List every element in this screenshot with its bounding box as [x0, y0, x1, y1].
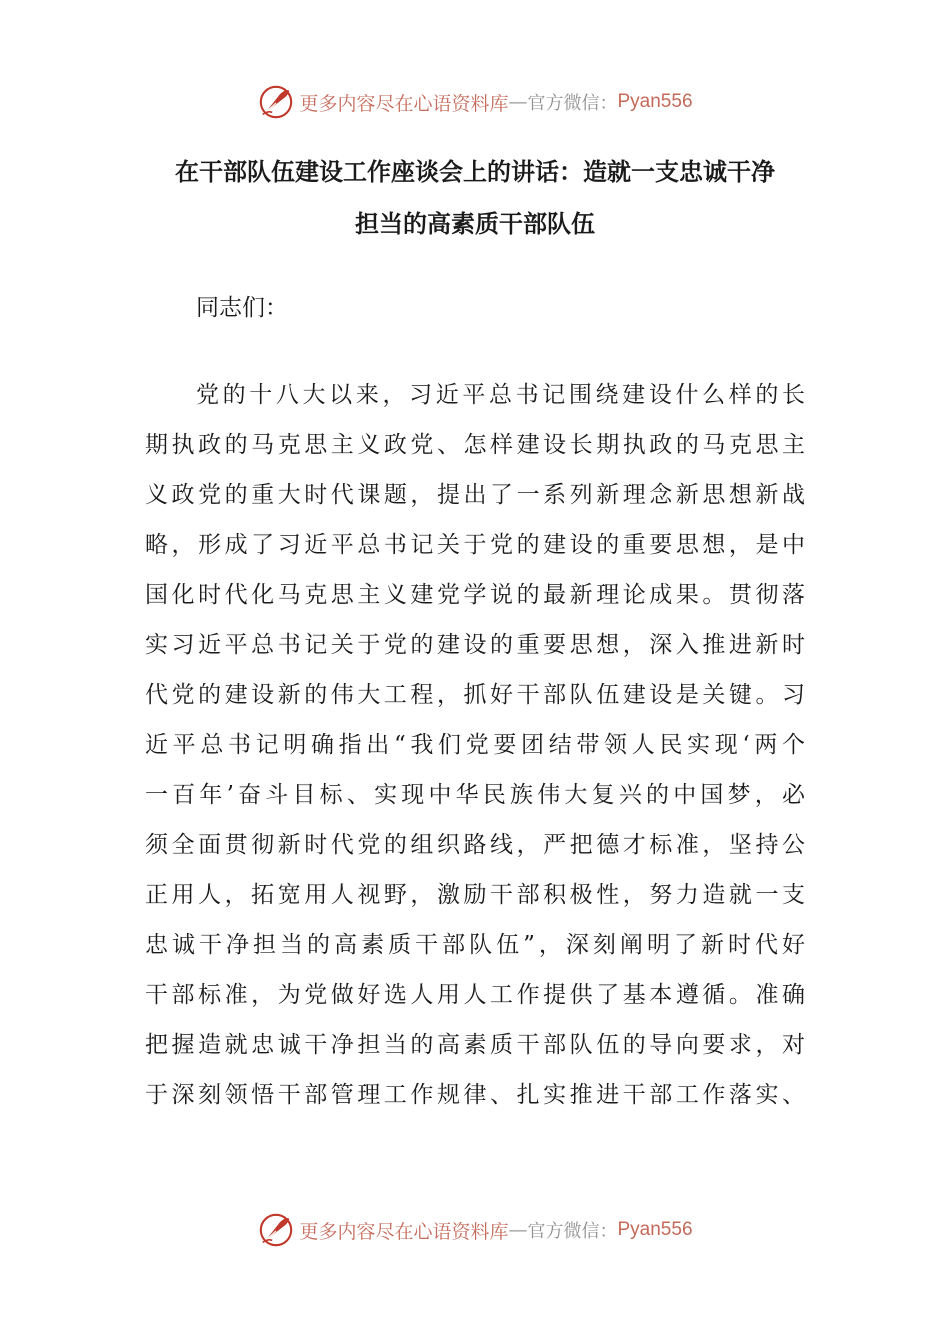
paragraph-line: 党的十八大以来，习近平总书记围绕建设什么样的长	[196, 382, 805, 408]
watermark-separator: —	[508, 1219, 528, 1241]
paragraph-line: 代党的建设新的伟大工程，抓好干部队伍建设是关键。习	[145, 682, 805, 708]
watermark-wechat-id: Pyan556	[617, 91, 693, 112]
watermark-label: 官方微信：	[527, 1221, 618, 1242]
paragraph-line: 干部标准，为党做好选人用人工作提供了基本遵循。准确	[145, 982, 805, 1008]
watermark-label: 官方微信：	[527, 93, 618, 114]
paragraph-line: 正用人，拓宽用人视野，激励干部积极性，努力造就一支	[145, 882, 805, 908]
watermark-header	[0, 80, 950, 124]
paragraph-line: 须全面贯彻新时代党的组织路线，严把德才标准，坚持公	[145, 832, 805, 858]
paragraph-line: 实习近平总书记关于党的建设的重要思想，深入推进新时	[145, 632, 805, 658]
paragraph-line: 把握造就忠诚干净担当的高素质干部队伍的导向要求，对	[145, 1032, 805, 1058]
paragraph-line: 于深刻领悟干部管理工作规律、扎实推进干部工作落实、	[145, 1082, 805, 1108]
watermark-wechat-id: Pyan556	[617, 1219, 693, 1240]
paragraph-line: 期执政的马克思主义政党、怎样建设长期执政的马克思主	[145, 432, 805, 458]
paragraph-line: 忠诚干净担当的高素质干部队伍”，深刻阐明了新时代好	[145, 932, 805, 958]
paragraph-line: 国化时代化马克思主义建党学说的最新理论成果。贯彻落	[145, 582, 805, 608]
watermark-text: 更多内容尽在心语资料库	[299, 1220, 509, 1243]
document-title-line-2: 担当的高素质干部队伍	[355, 210, 595, 238]
watermark-text: 更多内容尽在心语资料库	[299, 92, 509, 115]
quill-logo-icon	[257, 83, 295, 121]
quill-logo-icon	[257, 1211, 295, 1249]
paragraph-line: 义政党的重大时代课题，提出了一系列新理念新思想新战	[145, 482, 805, 508]
salutation: 同志们：	[196, 295, 288, 321]
paragraph-line: 一百年’奋斗目标、实现中华民族伟大复兴的中国梦，必	[145, 782, 805, 808]
document-title-line-1: 在干部队伍建设工作座谈会上的讲话：造就一支忠诚干净	[175, 158, 775, 186]
paragraph-line: 近平总书记明确指出“我们党要团结带领人民实现‘两个	[145, 732, 805, 758]
watermark-separator: —	[508, 91, 528, 113]
paragraph-line: 略，形成了习近平总书记关于党的建设的重要思想，是中	[145, 532, 805, 558]
watermark-footer	[0, 1208, 950, 1252]
